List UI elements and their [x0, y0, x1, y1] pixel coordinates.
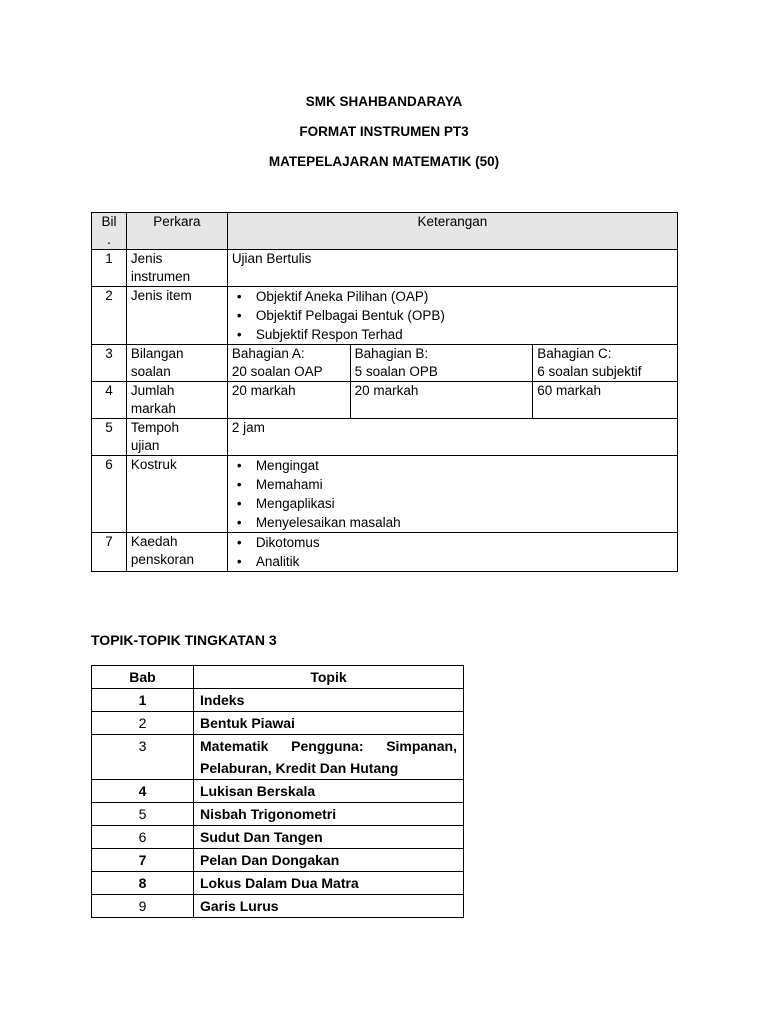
bab-number: 6 [92, 826, 194, 849]
table-row [92, 533, 678, 572]
header-bil: Bil . [92, 213, 127, 250]
topik-name: Matematik Pengguna: Simpanan, Pelaburan, Kredit Dan Hutang [194, 735, 464, 780]
list-item: • Subjektif Respon Terhad [256, 325, 673, 344]
row-number: 4 [92, 382, 127, 419]
subject-title: MATEPELAJARAN MATEMATIK (50) [268, 154, 500, 169]
topik-name: Sudut Dan Tangen [194, 826, 464, 849]
row-keterangan [227, 533, 677, 572]
table-row [92, 382, 678, 419]
table-row [92, 419, 678, 456]
topik-name: Lokus Dalam Dua Matra [194, 872, 464, 895]
row-perkara: Kostruk [126, 456, 227, 533]
table-row [92, 712, 464, 735]
school-name: SMK SHAHBANDARAYA [305, 94, 463, 109]
table-row [92, 849, 464, 872]
bahagian-c-cell: Bahagian C: 6 soalan subjektif [533, 345, 678, 382]
list-item: • Analitik [256, 552, 673, 571]
bab-number: 4 [92, 780, 194, 803]
table-row [92, 826, 464, 849]
list-item: • Dikotomus [256, 533, 673, 552]
bab-number: 2 [92, 712, 194, 735]
header-keterangan: Keterangan [227, 213, 677, 250]
table-row [92, 456, 678, 533]
table-row [92, 250, 678, 287]
row-keterangan: Ujian Bertulis [227, 250, 677, 287]
row-perkara: Jenis item [126, 287, 227, 345]
row-number: 1 [92, 250, 127, 287]
bab-number: 1 [92, 689, 194, 712]
topik-name: Indeks [194, 689, 464, 712]
bab-number: 9 [92, 895, 194, 918]
markah-a-cell: 20 markah [227, 382, 350, 419]
topik-name: Bentuk Piawai [194, 712, 464, 735]
bullet-list [232, 456, 673, 532]
row-keterangan: 2 jam [227, 419, 677, 456]
instrument-format-table [91, 212, 678, 572]
row-perkara: Jumlah markah [126, 382, 227, 419]
table-row [92, 689, 464, 712]
row-keterangan [227, 456, 677, 533]
markah-b-cell: 20 markah [350, 382, 533, 419]
list-item: • Mengingat [256, 456, 673, 475]
header-bab: Bab [92, 666, 194, 689]
table-header-row [92, 213, 678, 250]
list-item: • Objektif Pelbagai Bentuk (OPB) [256, 306, 673, 325]
row-number: 5 [92, 419, 127, 456]
bab-number: 5 [92, 803, 194, 826]
list-item: • Objektif Aneka Pilihan (OAP) [256, 287, 673, 306]
table-row [92, 345, 678, 382]
bahagian-b-cell: Bahagian B: 5 soalan OPB [350, 345, 533, 382]
row-perkara: Kaedah penskoran [126, 533, 227, 572]
list-item: • Menyelesaikan masalah [256, 513, 673, 532]
row-number: 6 [92, 456, 127, 533]
table-row [92, 803, 464, 826]
bab-number: 8 [92, 872, 194, 895]
row-perkara: Tempoh ujian [126, 419, 227, 456]
list-item: • Mengaplikasi [256, 494, 673, 513]
table-row [92, 895, 464, 918]
header-topik: Topik [194, 666, 464, 689]
list-item: • Memahami [256, 475, 673, 494]
row-perkara: Bilangan soalan [126, 345, 227, 382]
table-row [92, 287, 678, 345]
table-row [92, 780, 464, 803]
row-perkara: Jenis instrumen [126, 250, 227, 287]
topik-name: Garis Lurus [194, 895, 464, 918]
bullet-list [232, 533, 673, 571]
markah-c-cell: 60 markah [533, 382, 678, 419]
topik-name: Nisbah Trigonometri [194, 803, 464, 826]
topik-name: Pelan Dan Dongakan [194, 849, 464, 872]
table-row [92, 872, 464, 895]
table-row [92, 735, 464, 780]
row-number: 3 [92, 345, 127, 382]
topics-table [91, 665, 464, 918]
bahagian-a-cell: Bahagian A: 20 soalan OAP [227, 345, 350, 382]
topik-name: Lukisan Berskala [194, 780, 464, 803]
table-header-row [92, 666, 464, 689]
row-number: 2 [92, 287, 127, 345]
row-number: 7 [92, 533, 127, 572]
bullet-list [232, 287, 673, 344]
bab-number: 7 [92, 849, 194, 872]
header-perkara: Perkara [126, 213, 227, 250]
row-keterangan [227, 287, 677, 345]
format-title: FORMAT INSTRUMEN PT3 [299, 124, 469, 139]
topics-section-title: TOPIK-TOPIK TINGKATAN 3 [91, 632, 277, 648]
bab-number: 3 [92, 735, 194, 780]
